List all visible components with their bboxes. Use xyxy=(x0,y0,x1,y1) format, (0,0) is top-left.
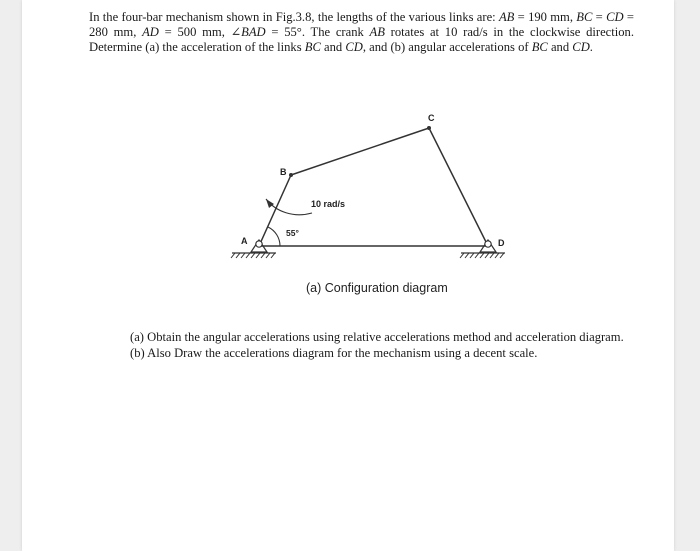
label-c: C xyxy=(428,113,435,123)
angle-label: 55° xyxy=(286,228,299,238)
label-d: D xyxy=(498,238,505,248)
math-var: BC xyxy=(576,10,593,24)
math-var: CD xyxy=(345,40,363,55)
angular-velocity-arrow xyxy=(266,199,312,215)
label-b: B xyxy=(280,167,287,177)
angle-arc xyxy=(268,227,280,246)
label-a: A xyxy=(241,236,248,246)
text-segment: . xyxy=(589,40,593,55)
text-segment: = 280 mm, xyxy=(89,10,634,40)
task-list xyxy=(130,330,640,361)
text-segment: and xyxy=(320,40,346,55)
link-cd xyxy=(429,128,488,246)
text-segment: = xyxy=(592,10,607,24)
math-var: AD xyxy=(142,25,159,40)
speed-label: 10 rad/s xyxy=(311,199,346,209)
document-page xyxy=(22,0,674,551)
math-var: BC xyxy=(531,40,548,55)
task-a: (a) Obtain the angular accelerations using relative accelerations method and acceleration diagram. xyxy=(130,330,624,344)
text-segment: , and (b) angular accelerations of xyxy=(362,40,532,55)
math-var: ∠BAD xyxy=(230,25,266,40)
math-var: BC xyxy=(304,40,321,55)
link-bc xyxy=(291,128,429,175)
ground-support-a xyxy=(231,240,276,258)
math-var: AB xyxy=(498,10,515,24)
math-var: CD xyxy=(606,10,624,24)
math-var: AB xyxy=(369,25,385,40)
text-segment: = 190 mm, xyxy=(514,10,577,24)
text-segment: = 55°. The crank xyxy=(265,25,370,40)
joint-b xyxy=(289,173,293,177)
text-segment: In the four-bar mechanism shown in Fig.3.8, the lengths of the various links are: xyxy=(89,10,499,24)
text-segment: = 500 mm, xyxy=(158,25,231,40)
figure-caption: (a) Configuration diagram xyxy=(306,281,448,295)
text-segment: and xyxy=(547,40,573,55)
math-var: CD xyxy=(572,40,590,55)
task-b: (b) Also Draw the accelerations diagram for the mechanism using a decent scale. xyxy=(130,345,538,360)
text-segment: rotates at 10 rad/s in the clockwise direction. Determine (a) the acceleration of the links xyxy=(89,25,634,55)
four-bar-configuration-diagram xyxy=(22,0,674,300)
joint-c xyxy=(427,126,431,130)
